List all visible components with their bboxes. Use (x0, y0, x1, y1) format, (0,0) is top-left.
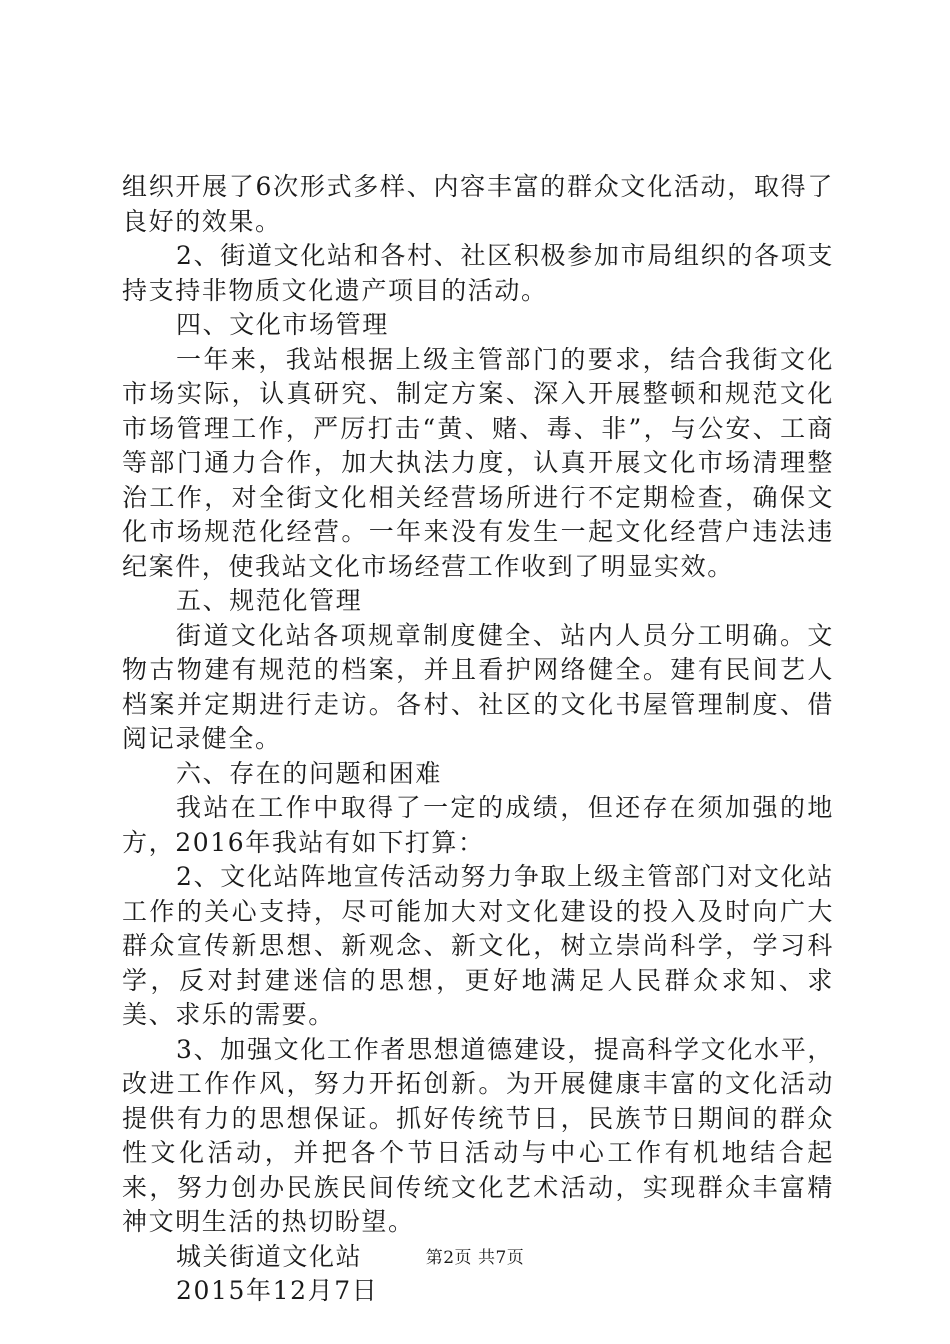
signature-date: 2015年12月7日 (176, 1276, 379, 1305)
paragraph-plan-item-2: 2、文化站阵地宣传活动努力争取上级主管部门对文化站工作的关心支持，尽可能加大对文化建设的投入及时向广大群众宣传新思想、新观念、新文化，树立崇尚科学，学习科学，反对封建迷信的思想，更好地满足人民群众求知、求美、求乐的需要。 (122, 862, 834, 1029)
document-body (122, 170, 834, 1309)
paragraph-market-management: 一年来，我站根据上级主管部门的要求，结合我街文化市场实际，认真研究、制定方案、深入开展整顿和规范文化市场管理工作，严厉打击“黄、赌、毒、非”，与公安、工商等部门通力合作，加大执法力度，认真开展文化市场清理整治工作，对全街文化相关经营场所进行不定期检查，确保文化市场规范化经营。一年来没有发生一起文化经营户违法违纪案件，使我站文化市场经营工作收到了明显实效。 (122, 344, 834, 581)
signature-organization: 城关街道文化站 (176, 1241, 363, 1271)
paragraph-plan-item-3: 3、加强文化工作者思想道德建设，提高科学文化水平，改进工作作风，努力开拓创新。为开展健康丰富的文化活动提供有力的思想保证。抓好传统节日，民族节日期间的群众性文化活动，并把各个节日活动与中心工作有机地结合起来，努力创办民族民间传统文化艺术活动，实现群众丰富精神文明生活的热切盼望。 (122, 1034, 834, 1236)
paragraph-standardization: 街道文化站各项规章制度健全、站内人员分工明确。文物古物建有规范的档案，并且看护网络健全。建有民间艺人档案并定期进行走访。各村、社区的文化书屋管理制度、借阅记录健全。 (122, 620, 834, 753)
page-number-footer: 第2页 共7页 (425, 1248, 525, 1268)
section-heading-market-management: 四、文化市场管理 (176, 310, 389, 339)
paragraph-heritage-activities: 2、街道文化站和各村、社区积极参加市局组织的各项支持支持非物质文化遗产项目的活动。 (122, 241, 834, 305)
paragraph-activities-continued: 组织开展了6次形式多样、内容丰富的群众文化活动，取得了良好的效果。 (122, 172, 834, 236)
section-heading-standardization: 五、规范化管理 (176, 586, 363, 615)
section-heading-problems: 六、存在的问题和困难 (176, 758, 443, 788)
paragraph-problems-plan: 我站在工作中取得了一定的成绩，但还存在须加强的地方，2016年我站有如下打算： (122, 793, 834, 857)
